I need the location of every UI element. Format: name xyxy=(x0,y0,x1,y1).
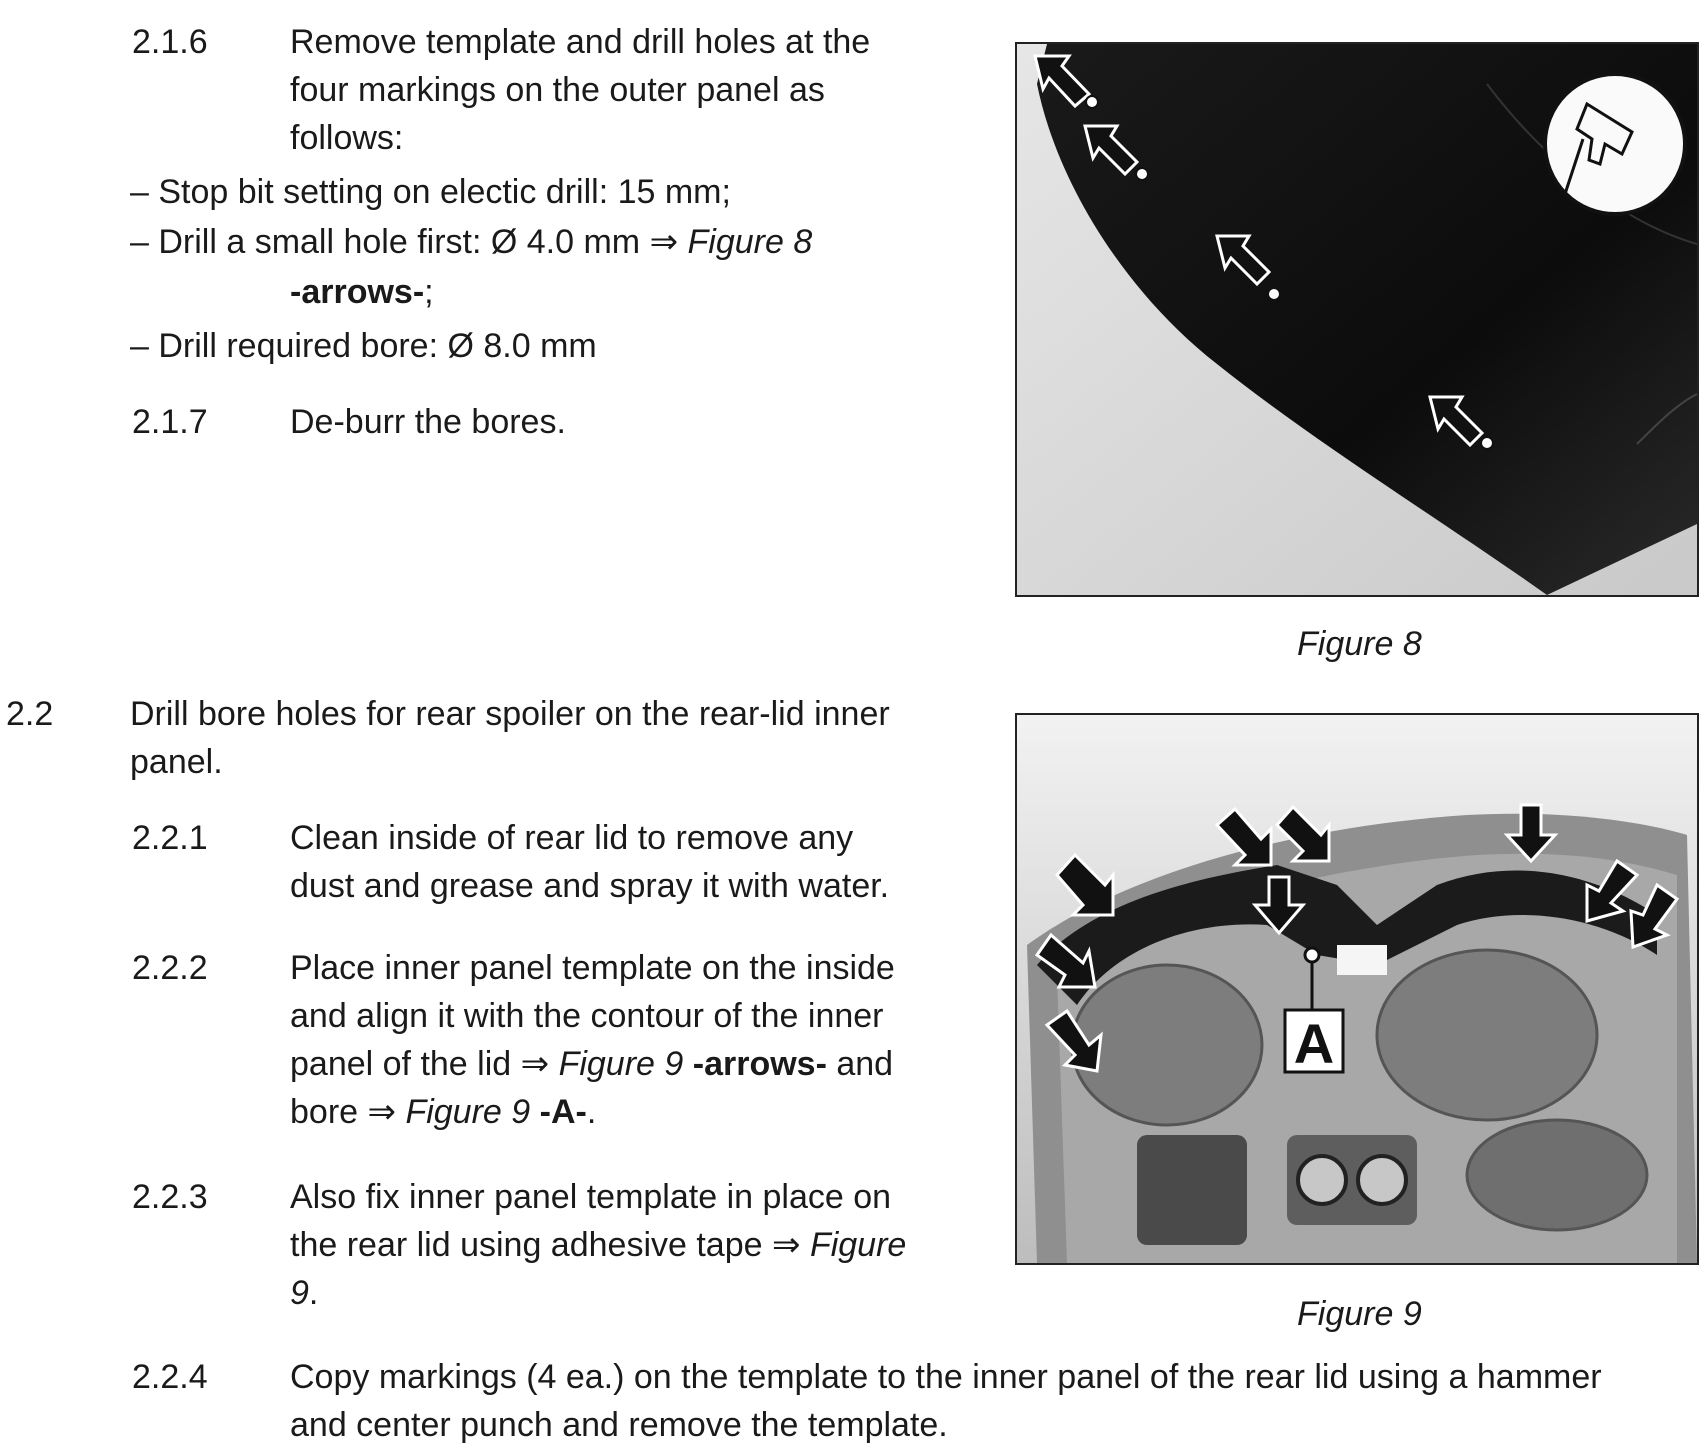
step-text-line: follows: xyxy=(290,119,404,157)
step-text: bore xyxy=(290,1093,368,1131)
arrows-tag: -arrows- xyxy=(692,1045,827,1083)
figure-9-reference-cont: 9 xyxy=(290,1274,309,1312)
figure-9-image xyxy=(1015,713,1699,1265)
figure-9-reference: Figure 9 xyxy=(405,1093,531,1131)
step-text-line xyxy=(290,1088,895,1136)
step-text-line xyxy=(290,1221,906,1269)
step-2-2-1-text xyxy=(290,814,889,910)
step-text: and xyxy=(836,1045,894,1083)
step-text-line: and align it with the contour of the inner xyxy=(290,997,884,1035)
figure-8-illustration xyxy=(1017,44,1697,595)
step-number-2-1-7: 2.1.7 xyxy=(132,403,208,441)
figure-9-reference: Figure xyxy=(809,1226,907,1264)
step-text: the rear lid using adhesive tape xyxy=(290,1226,772,1264)
step-number-2-2-3: 2.2.3 xyxy=(132,1178,208,1216)
step-text-line xyxy=(290,1269,906,1317)
step-number-2-2-1: 2.2.1 xyxy=(132,819,208,857)
step-text-line: Remove template and drill holes at the xyxy=(290,23,871,61)
step-text-line: Copy markings (4 ea.) on the template to the inner panel of the rear lid using a hammer xyxy=(290,1358,1602,1396)
a-tag: -A- xyxy=(539,1093,587,1131)
section-text-line: panel. xyxy=(130,743,223,781)
step-text-line: Clean inside of rear lid to remove any xyxy=(290,819,854,857)
bullet-small-hole-continued xyxy=(290,268,434,316)
figure-8-reference: Figure 8 xyxy=(687,223,813,261)
step-text-line: four markings on the outer panel as xyxy=(290,71,825,109)
punctuation: . xyxy=(586,1093,597,1131)
step-number-2-1-6: 2.1.6 xyxy=(132,23,208,61)
bullet-text: – Drill a small hole first: Ø 4.0 mm xyxy=(130,223,650,261)
bullet-small-hole xyxy=(130,218,812,266)
step-number-2-2-2: 2.2.2 xyxy=(132,949,208,987)
step-text-line xyxy=(290,1040,895,1088)
arrow-right-icon: ⇒ xyxy=(367,1093,396,1131)
bullet-required-bore: – Drill required bore: Ø 8.0 mm xyxy=(130,327,597,365)
figure-8-image xyxy=(1015,42,1699,597)
arrows-tag: -arrows- xyxy=(290,273,425,311)
figure-9-reference: Figure 9 xyxy=(558,1045,684,1083)
step-number-2-2-4: 2.2.4 xyxy=(132,1358,208,1396)
arrow-right-icon: ⇒ xyxy=(649,223,679,261)
arrow-right-icon: ⇒ xyxy=(771,1226,801,1264)
section-text-line: Drill bore holes for rear spoiler on the rear-lid inner xyxy=(130,695,890,733)
step-2-2-4-text xyxy=(290,1353,1602,1449)
step-text: panel of the lid xyxy=(290,1045,521,1083)
step-text-line: Also fix inner panel template in place on xyxy=(290,1178,892,1216)
step-2-2-3-text xyxy=(290,1173,906,1317)
arrow-right-icon: ⇒ xyxy=(520,1045,550,1083)
step-text-line: dust and grease and spray it with water. xyxy=(290,867,890,905)
step-text-line: Place inner panel template on the inside xyxy=(290,949,895,987)
punctuation: . xyxy=(308,1274,319,1312)
step-2-2-2-text xyxy=(290,944,895,1136)
step-2-1-6-text xyxy=(290,18,870,162)
figure-9-caption: Figure 9 xyxy=(1297,1295,1422,1333)
figure-9-illustration xyxy=(1017,715,1697,1263)
step-2-1-7-text: De-burr the bores. xyxy=(290,403,566,441)
figure-8-caption: Figure 8 xyxy=(1297,625,1422,663)
step-text-line: and center punch and remove the template. xyxy=(290,1406,948,1444)
figure-9-label-a: A xyxy=(1293,1012,1335,1075)
section-number-2-2: 2.2 xyxy=(6,695,54,733)
punctuation: ; xyxy=(424,273,434,311)
section-2-2-text xyxy=(130,690,890,786)
bullet-stop-bit: – Stop bit setting on electic drill: 15 mm; xyxy=(130,173,731,211)
